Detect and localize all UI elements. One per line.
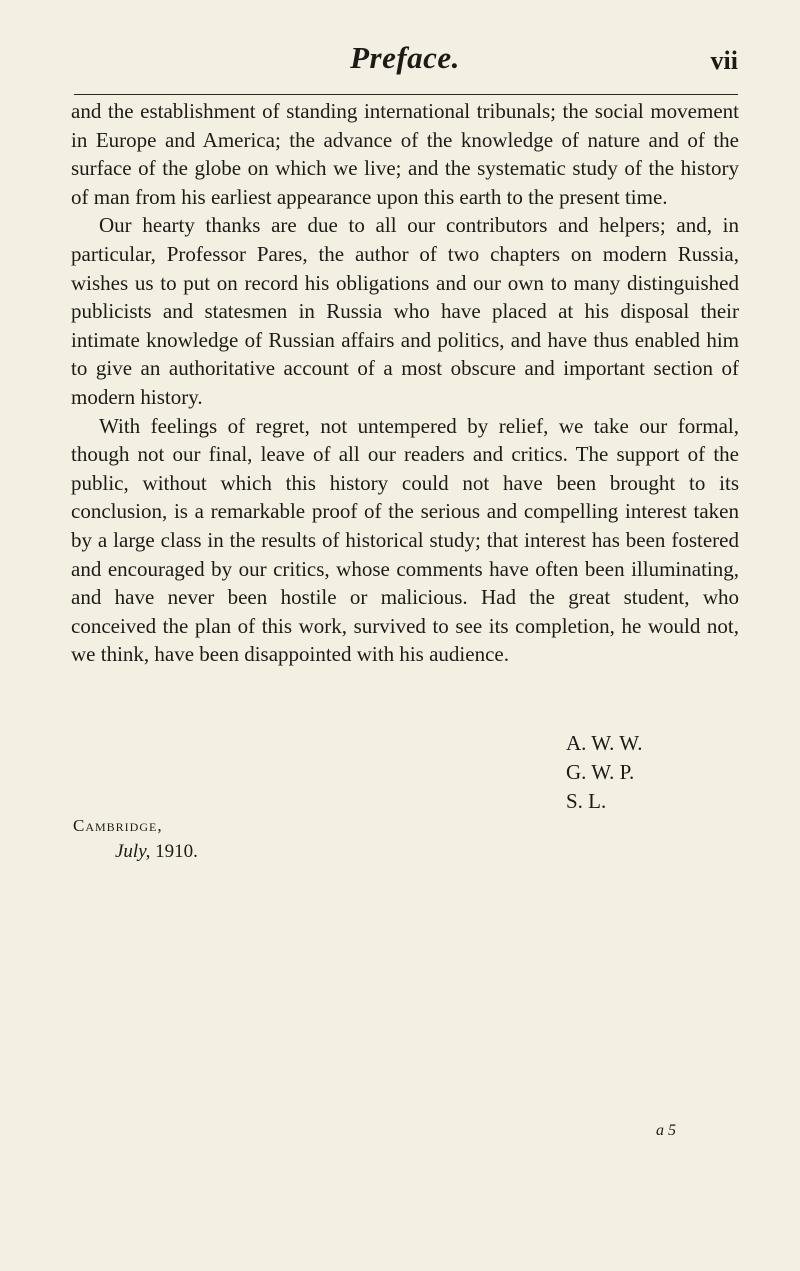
date-year: 1910. [155,841,198,862]
running-head [70,40,740,84]
page-number: vii [710,46,738,75]
signature-initials: G. W. P. [566,760,635,784]
signature-initials: A. W. W. [566,731,643,755]
signature-initials: S. L. [566,789,607,813]
paragraph-continuation: and the establishment of standing international tribunals; the social movement in Europe and America; the advance of the knowledge of nature and of the surface of the globe on which we live; and the systematic study of the history of man from his earliest appearance upon this earth to the present time. [71,99,739,209]
date-month: July, [115,841,151,862]
paragraph-farewell: With feelings of regret, not untempered by relief, we take our formal, though not our final, leave of all our readers and critics. The support of the public, without which this history could not have been brought to its conclusion, is a remarkable proof of the serious and compelling interest taken by a large class in the results of historical study; that interest has been fostered and encouraged by our critics, whose comments have often been illuminating, and have never been hostile or malicious. Had the great student, who conceived the plan of this work, survived to see its completion, he would not, we think, have been disappointed with his audience. [71,413,739,667]
place-of-writing [73,816,163,836]
editor-signatures [566,729,642,816]
header-rule [74,94,738,95]
date-of-writing [115,841,198,863]
running-head-title: Preface. [350,40,460,75]
place-text: Cambridge, [73,816,163,835]
paragraph-acknowledgements: Our hearty thanks are due to all our contributors and helpers; and, in particular, Professor Pares, the author of two chapters on modern Russia, wishes us to put on record his obligations and our own to many distinguished publicists and statesmen in Russia who have placed at his disposal their intimate knowledge of Russian affairs and politics, and have thus enabled him to give an authoritative account of a most obscure and important section of modern history. [71,213,739,409]
printer-signature-mark: a 5 [656,1122,676,1139]
preface-body [71,97,739,669]
